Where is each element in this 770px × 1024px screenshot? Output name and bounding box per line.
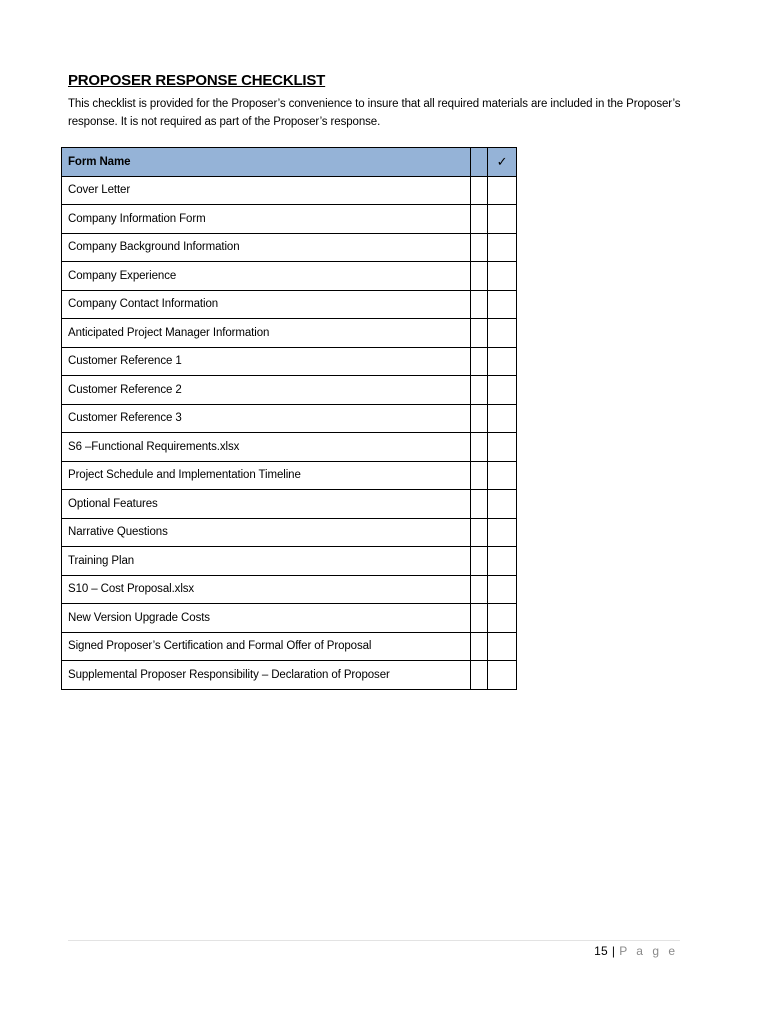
checklist-header (62, 148, 517, 177)
blank-cell (471, 262, 488, 291)
blank-cell (471, 604, 488, 633)
form-name-cell: Narrative Questions (62, 518, 471, 547)
checkbox-cell[interactable] (488, 547, 517, 576)
checkbox-cell[interactable] (488, 632, 517, 661)
form-name-cell: S10 – Cost Proposal.xlsx (62, 575, 471, 604)
form-name-cell: Company Contact Information (62, 290, 471, 319)
form-name-cell: Customer Reference 3 (62, 404, 471, 433)
form-name-header: Form Name (62, 148, 471, 177)
table-row (62, 290, 517, 319)
blank-cell (471, 404, 488, 433)
checkbox-cell[interactable] (488, 233, 517, 262)
form-name-cell: Training Plan (62, 547, 471, 576)
checkbox-cell[interactable] (488, 262, 517, 291)
blank-cell (471, 490, 488, 519)
form-name-cell: Customer Reference 1 (62, 347, 471, 376)
table-row (62, 461, 517, 490)
checkbox-cell[interactable] (488, 176, 517, 205)
form-name-cell: Signed Proposer’s Certification and Formal Offer of Proposal (62, 632, 471, 661)
checkbox-cell[interactable] (488, 461, 517, 490)
table-row (62, 319, 517, 348)
table-row (62, 433, 517, 462)
footer-divider (68, 940, 680, 941)
checkbox-cell[interactable] (488, 518, 517, 547)
blank-cell (471, 176, 488, 205)
form-name-cell: Customer Reference 2 (62, 376, 471, 405)
intro-paragraph: This checklist is provided for the Proposer’s convenience to insure that all required materials are included in the Proposer’s response. It is not required as part of the Proposer’s response. (68, 98, 681, 128)
header-row (62, 148, 517, 177)
table-row (62, 347, 517, 376)
table-row (62, 233, 517, 262)
blank-cell (471, 290, 488, 319)
page-footer (594, 944, 678, 958)
table-row (62, 404, 517, 433)
checklist-table (61, 147, 517, 690)
form-name-cell: S6 –Functional Requirements.xlsx (62, 433, 471, 462)
blank-cell (471, 661, 488, 690)
table-row (62, 490, 517, 519)
form-name-cell: New Version Upgrade Costs (62, 604, 471, 633)
checkbox-cell[interactable] (488, 290, 517, 319)
form-name-cell: Anticipated Project Manager Information (62, 319, 471, 348)
blank-cell (471, 461, 488, 490)
checkbox-cell[interactable] (488, 404, 517, 433)
checklist-body (62, 176, 517, 689)
form-name-cell: Project Schedule and Implementation Timeline (62, 461, 471, 490)
checkmark-icon: ✓ (488, 148, 517, 177)
blank-cell (471, 433, 488, 462)
table-row (62, 575, 517, 604)
blank-cell (471, 347, 488, 376)
form-name-cell: Cover Letter (62, 176, 471, 205)
blank-cell (471, 205, 488, 234)
checkbox-cell[interactable] (488, 661, 517, 690)
blank-cell (471, 547, 488, 576)
page-label: P a g e (619, 944, 678, 958)
footer-separator: | (611, 944, 616, 958)
table-row (62, 262, 517, 291)
table-row (62, 205, 517, 234)
blank-cell (471, 233, 488, 262)
checkbox-cell[interactable] (488, 433, 517, 462)
table-row (62, 518, 517, 547)
form-name-cell: Company Information Form (62, 205, 471, 234)
form-name-cell: Company Background Information (62, 233, 471, 262)
table-row (62, 604, 517, 633)
form-name-cell: Supplemental Proposer Responsibility – Declaration of Proposer (62, 661, 471, 690)
checkbox-cell[interactable] (488, 376, 517, 405)
table-row (62, 661, 517, 690)
checkbox-cell[interactable] (488, 604, 517, 633)
checkbox-cell[interactable] (488, 205, 517, 234)
form-name-cell: Optional Features (62, 490, 471, 519)
checkbox-cell[interactable] (488, 347, 517, 376)
blank-cell (471, 319, 488, 348)
table-row (62, 176, 517, 205)
page-number: 15 (594, 944, 608, 958)
checkbox-cell[interactable] (488, 490, 517, 519)
blank-cell (471, 575, 488, 604)
table-row (62, 547, 517, 576)
table-row (62, 632, 517, 661)
checkbox-cell[interactable] (488, 575, 517, 604)
blank-cell (471, 632, 488, 661)
blank-header (471, 148, 488, 177)
checkbox-cell[interactable] (488, 319, 517, 348)
blank-cell (471, 376, 488, 405)
form-name-cell: Company Experience (62, 262, 471, 291)
table-row (62, 376, 517, 405)
blank-cell (471, 518, 488, 547)
page-title: PROPOSER RESPONSE CHECKLIST (68, 72, 326, 89)
